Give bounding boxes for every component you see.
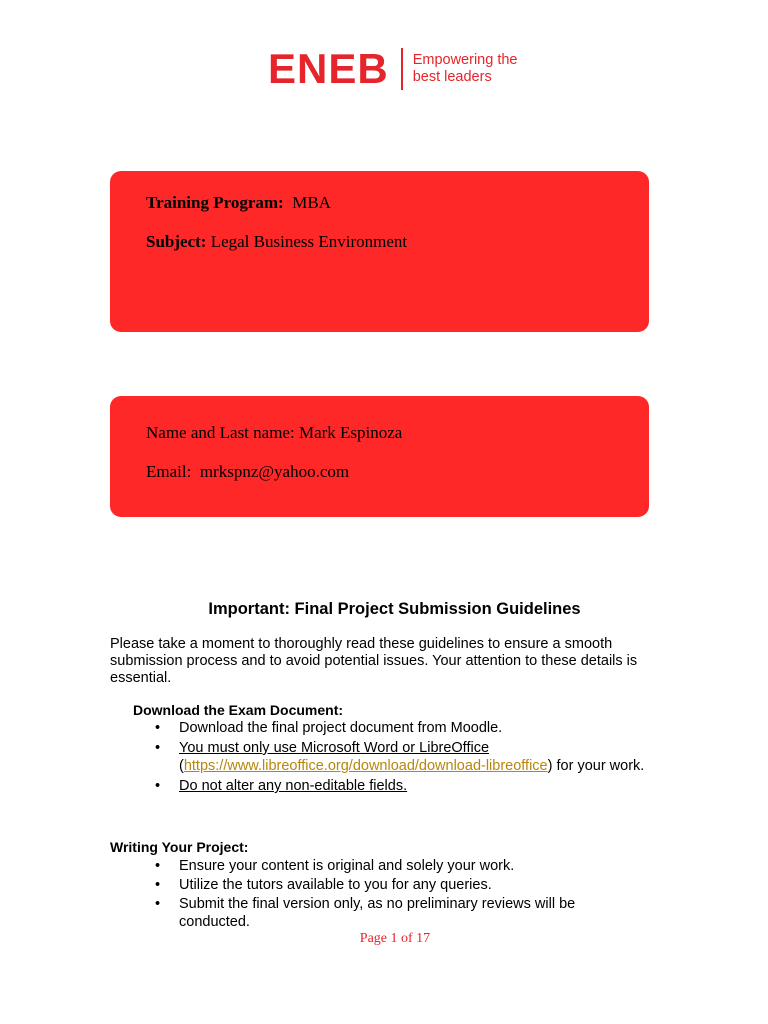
logo-divider xyxy=(401,48,403,90)
email-label: Email: xyxy=(146,462,192,481)
eneb-logo xyxy=(268,46,517,92)
training-program-line xyxy=(146,193,331,213)
list-item: • Utilize the tutors available to you for any queries. xyxy=(155,877,492,893)
logo-tagline-line2: best leaders xyxy=(412,69,492,85)
libreoffice-link[interactable]: https://www.libreoffice.org/download/download-libreoffice xyxy=(183,758,548,774)
student-info-card xyxy=(110,396,649,517)
download-list xyxy=(155,719,645,795)
logo-tagline-line1: Empowering the xyxy=(412,52,518,68)
writing-list xyxy=(155,857,615,931)
subject-value: Legal Business Environment xyxy=(210,232,408,251)
subject-line xyxy=(146,232,407,252)
download-section-title: Download the Exam Document: xyxy=(133,702,344,718)
name-value: Mark Espinoza xyxy=(298,423,403,442)
subject-label: Subject: xyxy=(146,232,207,251)
page-number: Page 1 of 17 xyxy=(359,931,431,946)
training-program-value: MBA xyxy=(292,193,331,212)
list-item: • Do not alter any non-editable fields. xyxy=(155,778,408,794)
logo-mark: ENEB xyxy=(268,45,389,92)
guidelines-heading: Important: Final Project Submission Guidelines xyxy=(208,600,581,618)
training-program-label: Training Program: xyxy=(146,193,284,212)
list-item: • You must only use Microsoft Word or LibreOffice (https://www.libreoffice.org/download/download-libreoffice) for your work. xyxy=(155,740,645,774)
list-item: • Submit the final version only, as no preliminary reviews will be conducted. xyxy=(155,896,576,930)
email-value: mrkspnz@yahoo.com xyxy=(199,462,350,481)
list-item: • Download the final project document from Moodle. xyxy=(155,720,503,736)
list-item: • Ensure your content is original and solely your work. xyxy=(155,858,515,874)
email-line xyxy=(146,462,349,482)
writing-section-title: Writing Your Project: xyxy=(110,839,249,855)
name-label: Name and Last name: xyxy=(146,423,295,442)
name-line xyxy=(146,423,402,443)
program-info-card xyxy=(110,171,649,332)
intro-paragraph: Please take a moment to thoroughly read these guidelines to ensure a smooth submission process and to avoid potential issues. Your attention to these details is essential. xyxy=(110,636,638,686)
logo-tagline xyxy=(413,52,518,86)
